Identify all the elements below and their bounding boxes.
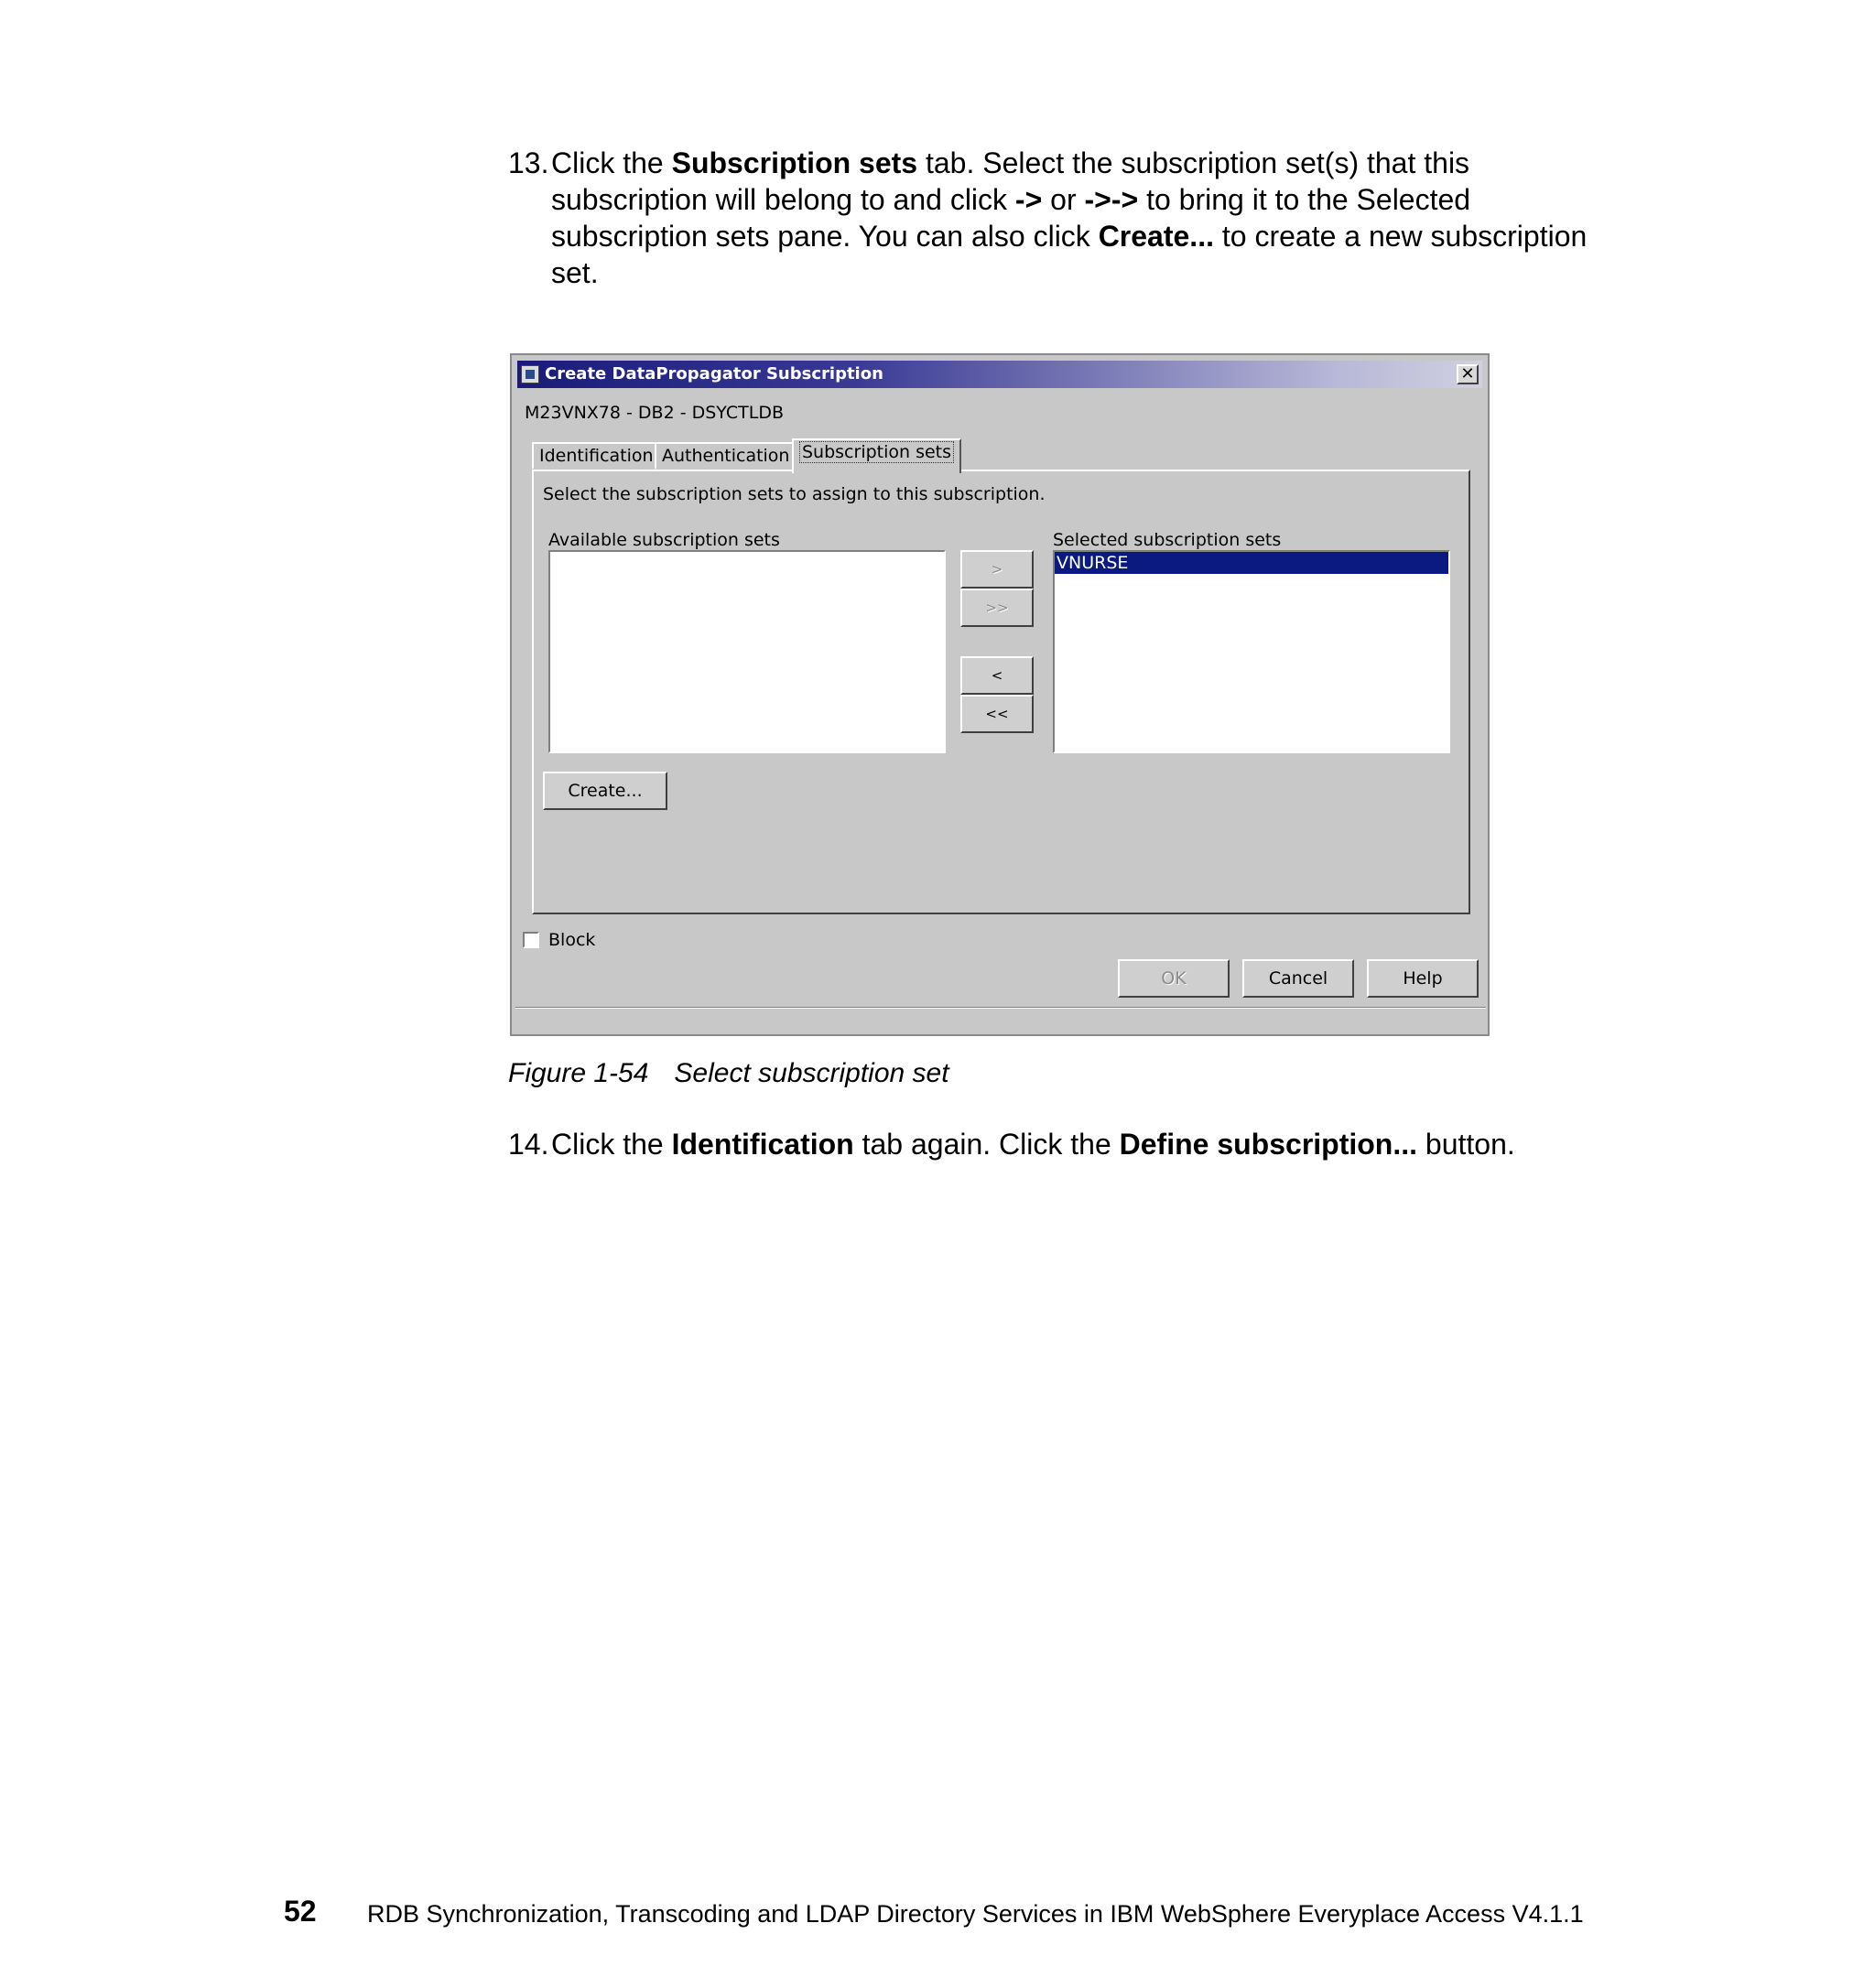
- tab-label: Subscription sets: [799, 441, 954, 463]
- step-text: [551, 145, 1607, 291]
- text-run: Click the: [551, 1128, 672, 1161]
- page-number: 52: [284, 1895, 317, 1928]
- book-title: RDB Synchronization, Transcoding and LDAP Directory Services in IBM WebSphere Everyplace Access V4.1.1: [367, 1900, 1584, 1928]
- step-text: [551, 1126, 1607, 1162]
- bold-run: Create...: [1098, 220, 1214, 253]
- block-label: Block: [548, 930, 596, 950]
- text-run: to create a new subscription set.: [551, 220, 1588, 289]
- tab-label: Authentication: [662, 446, 790, 466]
- create-button[interactable]: Create...: [543, 772, 667, 810]
- app-icon: [521, 365, 539, 384]
- text-run: button.: [1417, 1128, 1515, 1161]
- remove-button[interactable]: <: [960, 656, 1034, 695]
- figure-number: Figure 1-54: [508, 1058, 649, 1088]
- subscription-sets-panel: [532, 470, 1470, 914]
- selected-sets-list[interactable]: [1053, 550, 1450, 753]
- tab-subscription-sets[interactable]: [792, 438, 961, 473]
- figure-caption: [508, 1058, 949, 1089]
- add-all-button[interactable]: >>: [960, 589, 1034, 627]
- available-sets-list[interactable]: [548, 550, 946, 753]
- tab-authentication[interactable]: [655, 442, 797, 470]
- remove-all-button[interactable]: <<: [960, 695, 1034, 733]
- bold-run: Subscription sets: [671, 146, 918, 179]
- step-14: [508, 1126, 1607, 1162]
- tab-label: Identification: [539, 446, 654, 466]
- add-button[interactable]: >: [960, 550, 1034, 589]
- bold-run: ->: [1014, 183, 1043, 216]
- help-button[interactable]: Help: [1367, 959, 1479, 998]
- block-checkbox[interactable]: [523, 932, 539, 948]
- text-run: tab. Select the subscription set(s) that this subscription will belong to and click: [551, 146, 1470, 216]
- create-subscription-dialog: [510, 353, 1490, 1036]
- bold-run: ->->: [1084, 183, 1139, 216]
- ok-button[interactable]: OK: [1118, 959, 1230, 998]
- text-run: tab again. Click the: [853, 1128, 1120, 1161]
- status-divider: [515, 1007, 1486, 1009]
- text-run: or: [1042, 183, 1085, 216]
- bold-run: Identification: [671, 1128, 854, 1161]
- tab-identification[interactable]: [532, 442, 661, 470]
- panel-instruction: Select the subscription sets to assign to this subscription.: [543, 484, 1046, 504]
- dialog-title-bar: [517, 361, 1482, 388]
- step-number: 13.: [508, 146, 549, 179]
- list-item[interactable]: VNURSE: [1055, 552, 1448, 574]
- step-13: [508, 145, 1607, 291]
- text-run: to bring it to the Selected subscription sets pane. You can also click: [551, 183, 1471, 253]
- close-icon[interactable]: ✕: [1457, 364, 1479, 384]
- step-number: 14.: [508, 1128, 549, 1161]
- selected-sets-label: Selected subscription sets: [1053, 530, 1282, 550]
- dialog-title: Create DataPropagator Subscription: [545, 364, 883, 384]
- connection-subtitle: M23VNX78 - DB2 - DSYCTLDB: [525, 403, 784, 423]
- figure-title: Select subscription set: [674, 1058, 949, 1088]
- cancel-button[interactable]: Cancel: [1242, 959, 1354, 998]
- text-run: Click the: [551, 146, 672, 179]
- bold-run: Define subscription...: [1119, 1128, 1418, 1161]
- available-sets-label: Available subscription sets: [548, 530, 780, 550]
